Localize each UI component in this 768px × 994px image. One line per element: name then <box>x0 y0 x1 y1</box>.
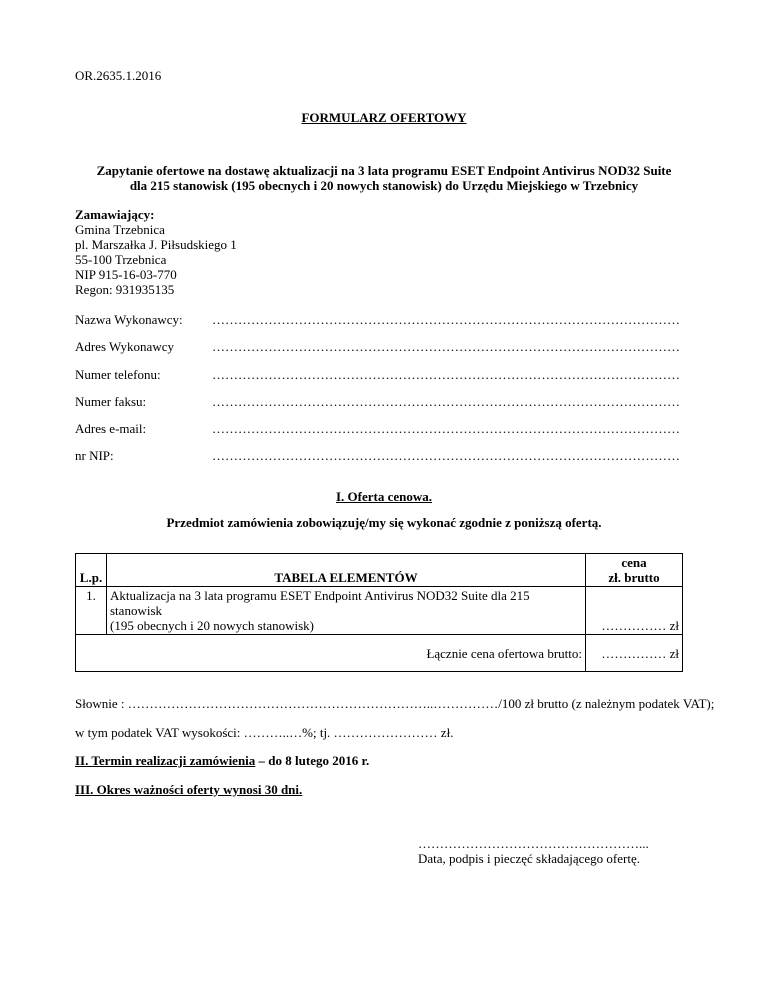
contractor-name-field[interactable]: ……………………………………………………………………………………………… <box>212 312 680 327</box>
section-1-title: I. Oferta cenowa. <box>335 489 433 504</box>
reference-number: OR.2635.1.2016 <box>75 68 162 83</box>
total-label: Łącznie cena ofertowa brutto: <box>76 635 586 672</box>
buyer-nip: NIP 915-16-03-770 <box>75 267 177 282</box>
price-header <box>586 554 683 587</box>
table-total-row <box>76 635 683 672</box>
row-description-line-2: (195 obecnych i 20 nowych stanowisk) <box>110 618 314 633</box>
contractor-address-field[interactable]: ……………………………………………………………………………………………… <box>212 339 680 354</box>
buyer-header: Zamawiający: <box>75 207 155 222</box>
nip-field[interactable]: ……………………………………………………………………………………………… <box>212 448 680 463</box>
price-header-line-2: zł. brutto <box>608 570 660 585</box>
nip-label: nr NIP: <box>75 448 114 463</box>
section-3-validity <box>75 782 302 797</box>
term-label: II. Termin realizacji zamówienia <box>75 753 256 768</box>
signature-line[interactable]: ……………………………………………... <box>418 836 649 851</box>
subject-line-2: dla 215 stanowisk (195 obecnych i 20 nowych stanowisk) do Urzędu Miejskiego w Trzebnicy <box>129 178 639 193</box>
section-2-term <box>75 753 369 768</box>
subject-line-1: Zapytanie ofertowe na dostawę aktualizacji na 3 lata programu ESET Endpoint Antivirus NOD32 Suite <box>96 163 672 178</box>
vat-line[interactable]: w tym podatek VAT wysokości: ………..…%; tj. …………………… zł. <box>75 725 454 740</box>
subject-block <box>60 163 708 193</box>
contractor-address-label: Adres Wykonawcy <box>75 339 174 354</box>
buyer-regon: Regon: 931935135 <box>75 282 175 297</box>
email-field[interactable]: ……………………………………………………………………………………………… <box>212 421 680 436</box>
buyer-name: Gmina Trzebnica <box>75 222 165 237</box>
phone-field[interactable]: ……………………………………………………………………………………………… <box>212 367 680 382</box>
fax-field[interactable]: ……………………………………………………………………………………………… <box>212 394 680 409</box>
row-description <box>107 587 586 635</box>
fax-label: Numer faksu: <box>75 394 147 409</box>
total-price[interactable]: …………… zł <box>586 635 683 672</box>
elements-header: TABELA ELEMENTÓW <box>107 554 586 587</box>
email-label: Adres e-mail: <box>75 421 147 436</box>
buyer-block <box>75 207 237 297</box>
contractor-name-label: Nazwa Wykonawcy: <box>75 312 183 327</box>
buyer-city: 55-100 Trzebnica <box>75 252 167 267</box>
form-title: FORMULARZ OFERTOWY <box>301 110 467 125</box>
lp-header: L.p. <box>76 554 107 587</box>
row-price[interactable]: …………… zł <box>586 587 683 635</box>
row-description-line-1: Aktualizacja na 3 lata programu ESET Endpoint Antivirus NOD32 Suite dla 215 stanowisk <box>110 588 530 618</box>
term-value: – do 8 lutego 2016 r. <box>255 753 370 768</box>
buyer-street: pl. Marszałka J. Piłsudskiego 1 <box>75 237 237 252</box>
price-header-line-1: cena <box>621 555 647 570</box>
phone-label: Numer telefonu: <box>75 367 161 382</box>
validity-period: . <box>299 782 303 797</box>
offer-table <box>75 553 683 672</box>
row-lp: 1. <box>76 587 107 635</box>
section-1-intro: Przedmiot zamówienia zobowiązuję/my się wykonać zgodnie z poniższą ofertą. <box>166 515 602 530</box>
validity-text: III. Okres ważności oferty wynosi 30 dni <box>75 782 300 797</box>
signature-label: Data, podpis i pieczęć składającego ofertę. <box>418 851 640 866</box>
amount-in-words[interactable]: Słownie : ……………………………………………………………..……………/100 zł brutto (z należnym podatek VAT); <box>75 696 715 711</box>
table-row <box>76 587 683 635</box>
table-header-row <box>76 554 683 587</box>
